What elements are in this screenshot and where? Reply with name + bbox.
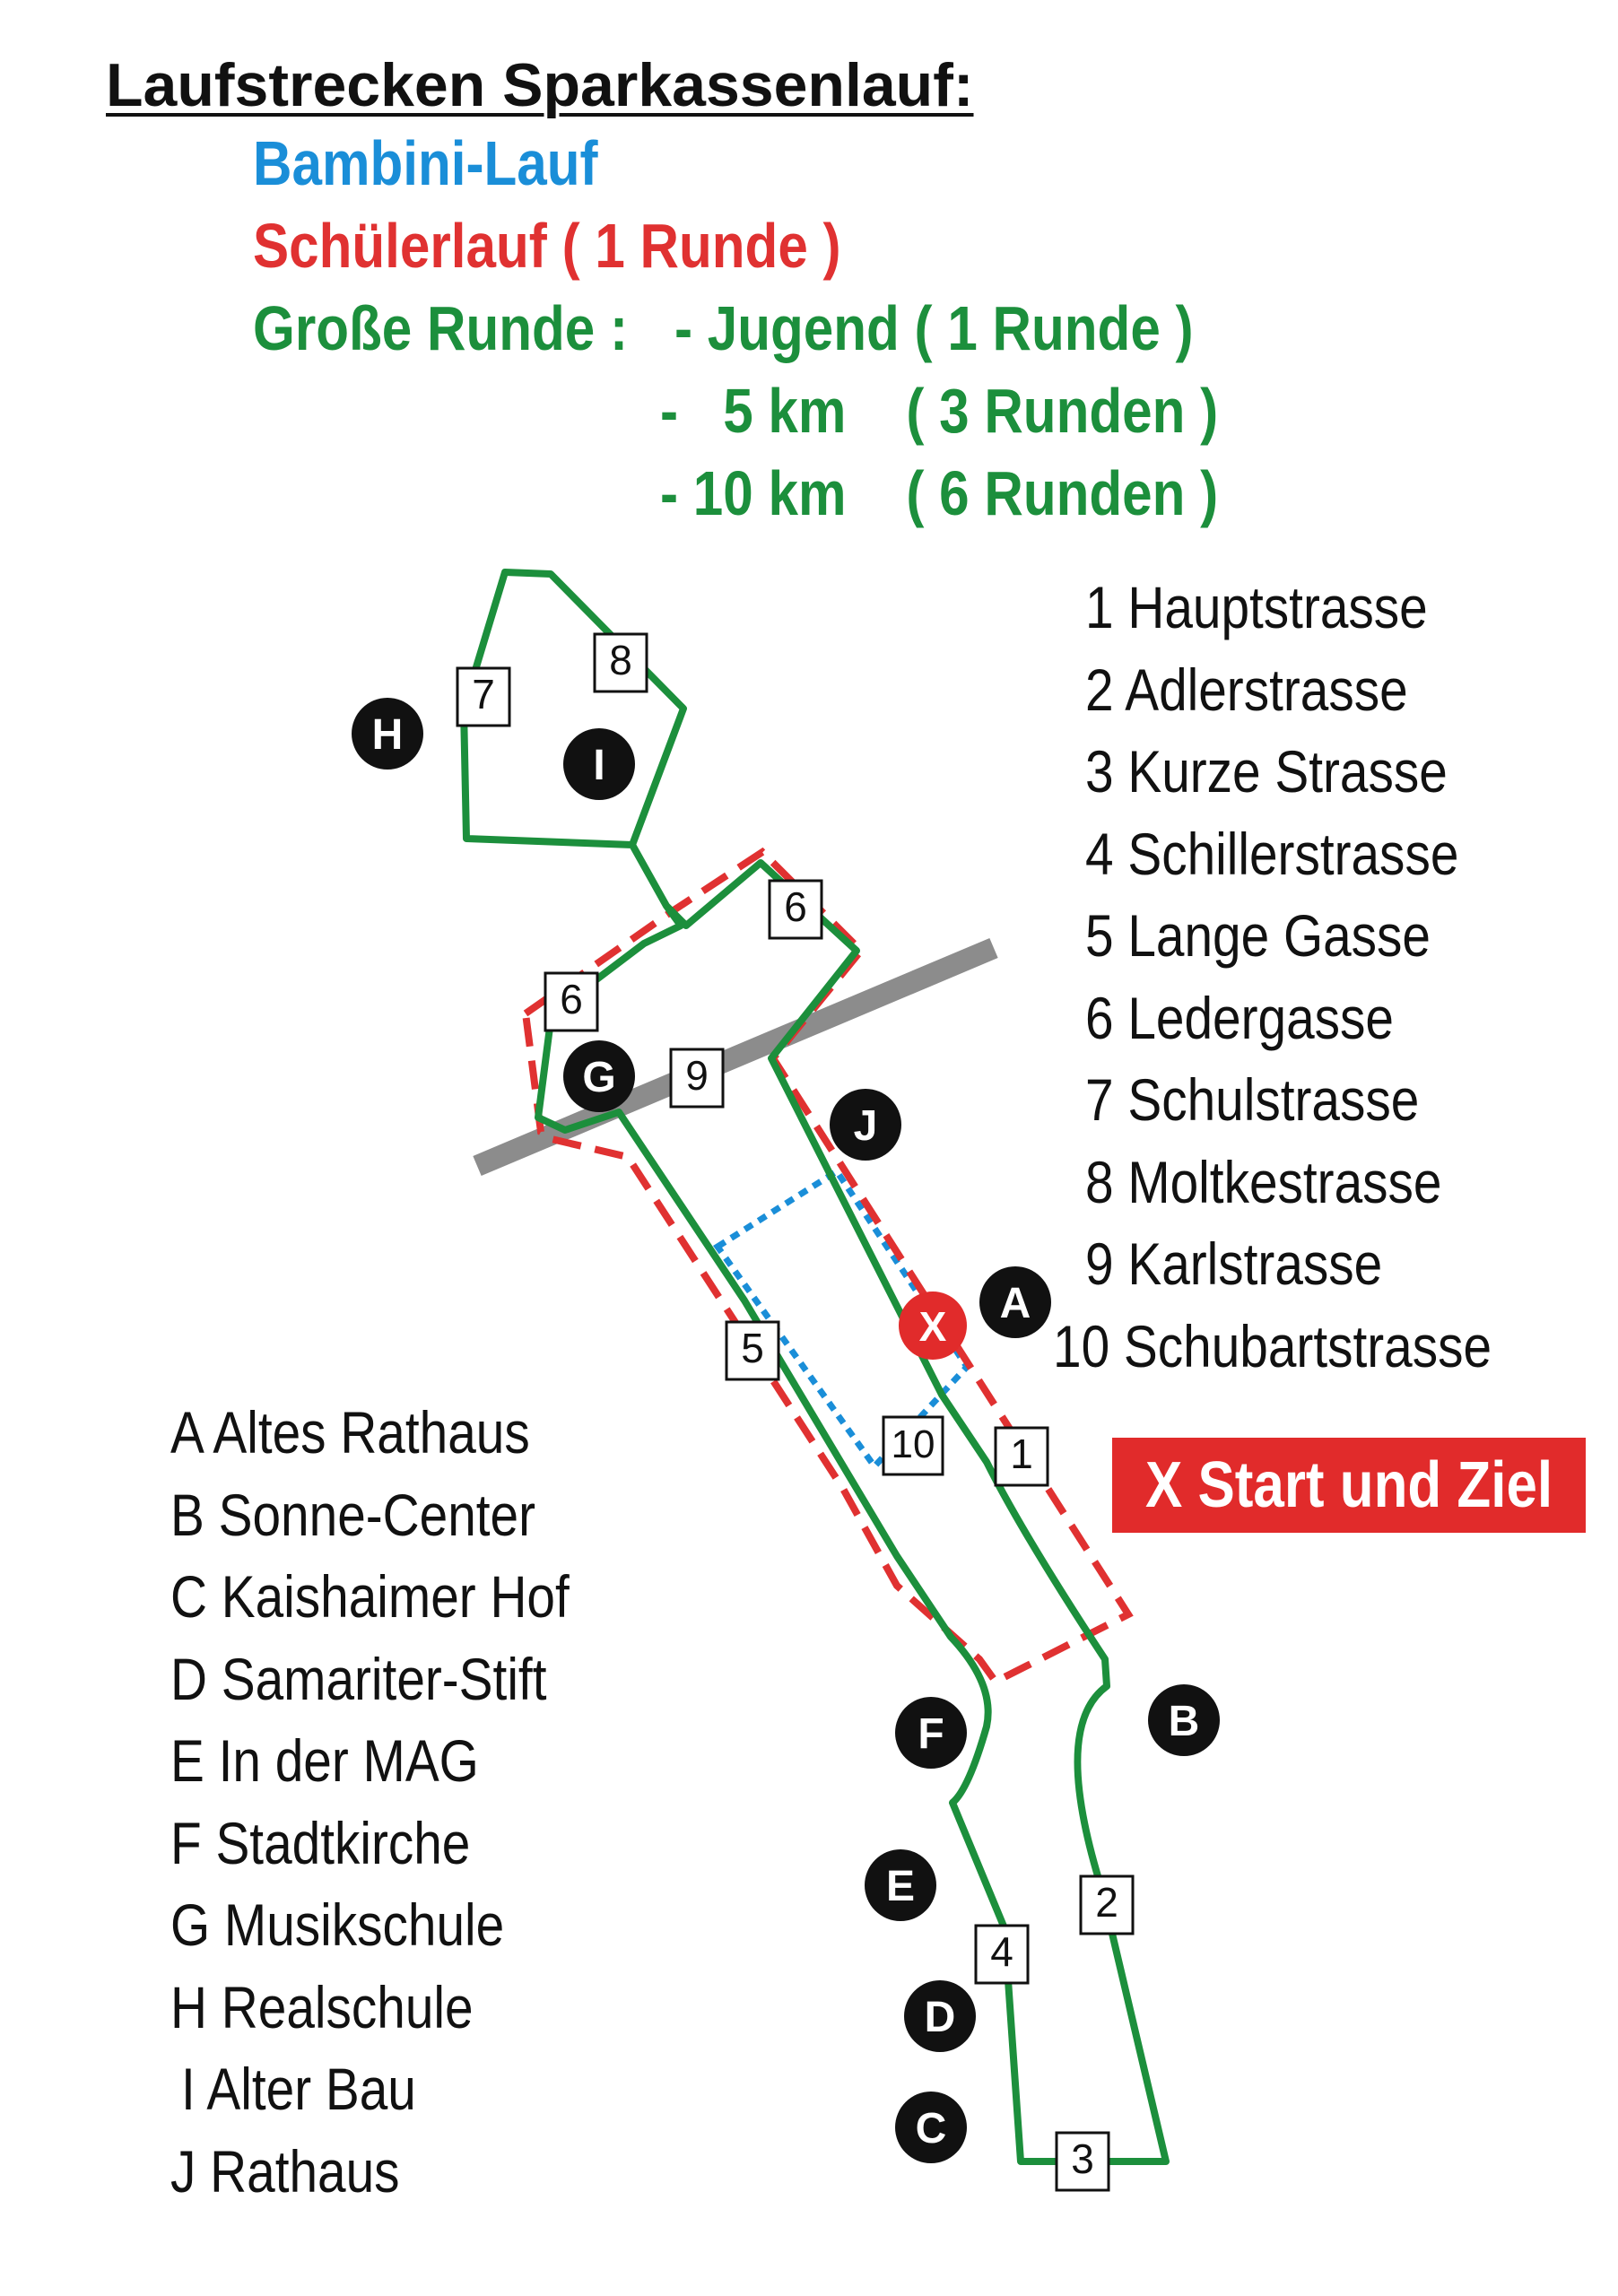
place-marker-b bbox=[1148, 1684, 1220, 1756]
street-item: 3 Kurze Strasse bbox=[1085, 738, 1448, 804]
place-marker-i bbox=[563, 728, 635, 800]
start-ziel-badge: X Start und Ziel bbox=[1112, 1438, 1586, 1533]
gross-route bbox=[464, 572, 1166, 2161]
place-item: B Sonne-Center bbox=[170, 1481, 536, 1548]
svg-text:9: 9 bbox=[685, 1052, 709, 1099]
svg-text:H: H bbox=[371, 711, 404, 759]
svg-text:1: 1 bbox=[1010, 1431, 1033, 1477]
street-marker-9 bbox=[671, 1049, 723, 1107]
street-item: 8 Moltkestrasse bbox=[1085, 1148, 1442, 1215]
place-marker-f bbox=[895, 1697, 967, 1769]
street-item: 6 Ledergasse bbox=[1085, 984, 1394, 1051]
place-item: I Alter Bau bbox=[181, 2056, 416, 2122]
street-item: 9 Karlstrasse bbox=[1085, 1231, 1383, 1297]
place-item: E In der MAG bbox=[170, 1727, 479, 1794]
place-marker-d bbox=[904, 1980, 976, 2052]
place-marker-e bbox=[865, 1849, 936, 1921]
svg-text:6: 6 bbox=[784, 883, 807, 930]
street-marker-3 bbox=[1057, 2133, 1109, 2190]
place-item: C Kaishaimer Hof bbox=[170, 1563, 570, 1630]
svg-text:X: X bbox=[918, 1303, 947, 1350]
legend-5km: - 5 km ( 3 Runden ) bbox=[660, 376, 1219, 446]
place-item: G Musikschule bbox=[170, 1892, 505, 1958]
start-finish-marker bbox=[899, 1292, 967, 1360]
place-marker-h bbox=[352, 698, 423, 770]
svg-text:10: 10 bbox=[891, 1422, 935, 1466]
svg-text:I: I bbox=[593, 742, 605, 789]
svg-text:2: 2 bbox=[1095, 1879, 1118, 1926]
place-item: J Rathaus bbox=[170, 2137, 400, 2205]
svg-text:G: G bbox=[582, 1054, 616, 1101]
place-marker-c bbox=[895, 2092, 967, 2163]
page-title: Laufstrecken Sparkassenlauf: bbox=[106, 51, 974, 119]
street-marker-6-upper bbox=[770, 881, 822, 938]
svg-text:D: D bbox=[924, 1994, 956, 2041]
place-marker-g bbox=[563, 1040, 635, 1112]
legend-jugend: - Jugend ( 1 Runde ) bbox=[674, 293, 1194, 363]
street-marker-7 bbox=[457, 668, 509, 726]
place-item: H Realschule bbox=[170, 1973, 474, 2040]
street-marker-2 bbox=[1081, 1876, 1133, 1934]
street-marker-8 bbox=[595, 634, 647, 691]
svg-text:3: 3 bbox=[1071, 2135, 1094, 2182]
legend-bambini: Bambini-Lauf bbox=[253, 128, 598, 198]
street-marker-10 bbox=[883, 1417, 943, 1474]
svg-text:C: C bbox=[915, 2105, 947, 2152]
svg-text:E: E bbox=[885, 1863, 916, 1910]
street-item: 5 Lange Gasse bbox=[1085, 902, 1431, 969]
street-marker-4 bbox=[976, 1926, 1028, 1983]
street-marker-5 bbox=[726, 1322, 779, 1379]
place-item: A Altes Rathaus bbox=[170, 1399, 530, 1465]
svg-text:6: 6 bbox=[560, 976, 583, 1022]
svg-text:5: 5 bbox=[741, 1325, 764, 1371]
svg-text:A: A bbox=[999, 1280, 1031, 1327]
street-item: 1 Hauptstrasse bbox=[1085, 574, 1428, 640]
street-item: 2 Adlerstrasse bbox=[1085, 656, 1408, 723]
svg-text:J: J bbox=[853, 1102, 878, 1150]
svg-text:B: B bbox=[1168, 1698, 1200, 1745]
legend-grosse-runde: Große Runde : bbox=[253, 293, 629, 363]
street-item: 10 Schubartstrasse bbox=[1053, 1312, 1492, 1379]
svg-text:8: 8 bbox=[609, 637, 632, 683]
street-marker-1 bbox=[996, 1428, 1048, 1485]
street-item: 4 Schillerstrasse bbox=[1085, 820, 1459, 887]
place-marker-j bbox=[830, 1089, 901, 1161]
place-marker-a bbox=[979, 1266, 1051, 1338]
svg-text:F: F bbox=[918, 1710, 944, 1758]
place-item: D Samariter-Stift bbox=[170, 1645, 547, 1712]
legend-schuelerlauf: Schülerlauf ( 1 Runde ) bbox=[253, 211, 841, 281]
legend-10km: - 10 km ( 6 Runden ) bbox=[660, 458, 1219, 528]
svg-text:4: 4 bbox=[990, 1928, 1013, 1975]
svg-text:7: 7 bbox=[472, 671, 495, 718]
street-marker-6-lower bbox=[545, 973, 597, 1031]
street-item: 7 Schulstrasse bbox=[1085, 1066, 1420, 1133]
place-item: F Stadtkirche bbox=[170, 1809, 471, 1876]
